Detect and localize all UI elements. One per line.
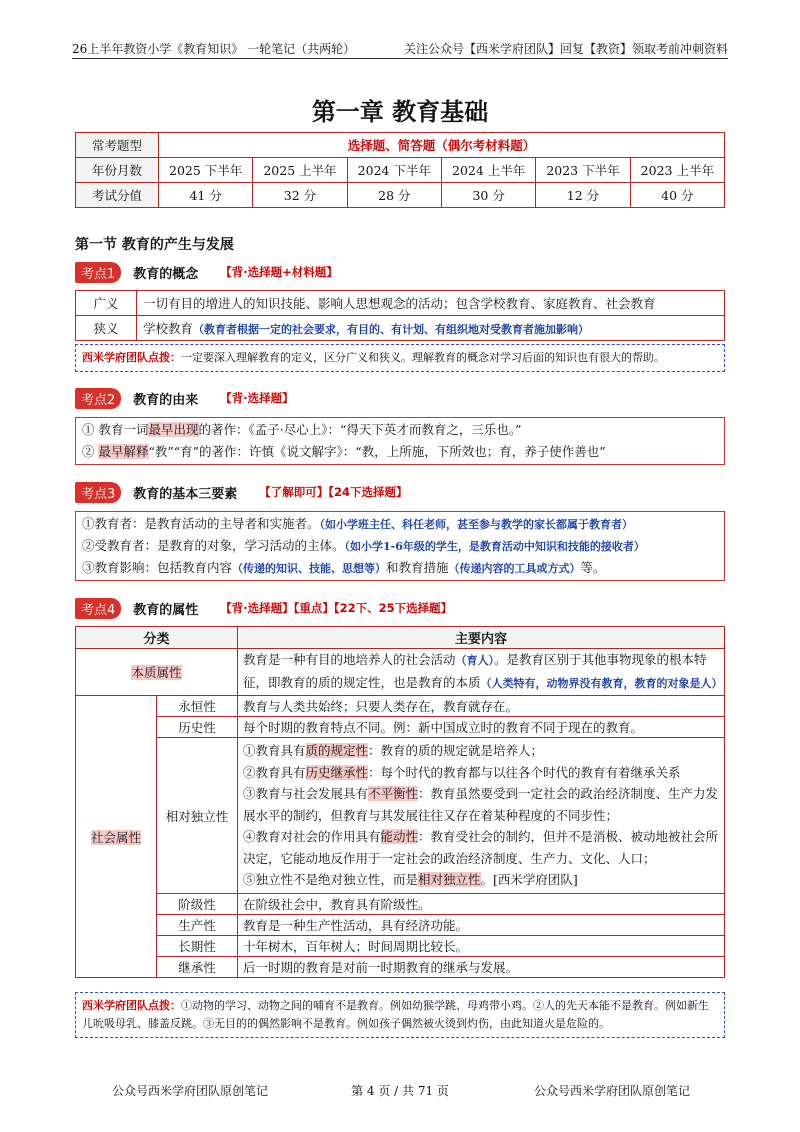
kp1-name: 教育的概念 — [133, 266, 199, 282]
exam-type-value: 选择题、简答题（偶尔考材料题） — [159, 133, 725, 158]
broad-text: 一切有目的增进人的知识技能、影响人思想观念的活动；包含学校教育、家庭教育、社会教育 — [137, 291, 725, 316]
attr-text: 教育与人类共始终；只要人类存在，教育就存在。 — [238, 696, 725, 717]
header-left: 26上半年教资小学《教育知识》 一轮笔记（共两轮） — [72, 42, 356, 56]
kp4-tag: 考点4 — [75, 598, 121, 619]
kp3-extra: 【了解即可】【24下选择题】 — [259, 485, 408, 499]
note: （如小学1-6年级的学生，是教育活动中知识和技能的接收者） — [344, 540, 645, 553]
text: ②受教育者：是教育的对象，学习活动的主体。 — [82, 538, 345, 553]
social-label: 社会属性 — [90, 829, 141, 845]
narrow-label: 狭义 — [76, 316, 137, 341]
narrow-note: （教育者根据一定的社会要求，有目的、有计划、有组织地对受教育者施加影响） — [193, 323, 590, 336]
kp3-name: 教育的基本三要素 — [133, 486, 238, 502]
score-cell: 40 分 — [630, 183, 724, 208]
text: ：教育受社会的制约，但并不是消极、被动地被社会所决定，它能动地反作用于一定社会的政治经济制度、生产力、文化、人口； — [243, 829, 719, 866]
year-cell: 2024 上半年 — [441, 158, 535, 183]
tip-text: ①动物的学习、动物之间的哺育不是教育。例如幼猴学跳、母鸡带小鸡。②人的先天本能不是教育。例如新生儿吮吸母乳、膝盖反跳。③无目的的偶然影响不是教育。例如孩子偶然被火烫到灼伤，由此知道火是危险的。 — [82, 999, 709, 1030]
score-cell: 12 分 — [536, 183, 630, 208]
highlight: 不平衡性 — [368, 786, 419, 802]
text: ③教育影响：包括教育内容 — [82, 560, 233, 575]
kp2-heading — [75, 388, 294, 408]
essence-label: 本质属性 — [131, 665, 182, 680]
kp1-extra: 【背·选择题+材料题】 — [220, 265, 338, 279]
kp2-name: 教育的由来 — [133, 392, 199, 408]
text: ：教育虽然要受到一定社会的政治经济制度、生产力发展水平的制约，但教育与其发展往往又存在着某种程度的不同步性； — [243, 786, 719, 823]
chapter-title: 第一章 教育基础 — [311, 98, 489, 126]
attr-text: 后一时期的教育是对前一时期教育的继承与发展。 — [238, 957, 725, 978]
header-category: 分类 — [76, 627, 238, 649]
footer-right: 公众号西米学府团队原创笔记 — [533, 1084, 690, 1098]
attr-name: 历史性 — [157, 717, 238, 738]
text: 。是教育区别于其他事物现象的根本特征，即教育的质的规定性，也是教育的本质 — [243, 652, 707, 690]
header-content: 主要内容 — [238, 627, 725, 649]
relative-independence-content — [238, 738, 725, 894]
year-cell: 2025 下半年 — [159, 158, 253, 183]
year-cell: 2024 下半年 — [347, 158, 441, 183]
text: ① 教育一词 — [82, 422, 149, 437]
narrow-text: 学校教育 — [143, 321, 194, 336]
attr-name: 阶级性 — [157, 894, 238, 915]
text: “教”“育”的著作：许慎《说文解字》：“教，上所施，下所效也；育，养子使作善也” — [148, 444, 606, 459]
attr-text: 每个时期的教育特点不同。例：新中国成立时的教育不同于现在的教育。 — [238, 717, 725, 738]
note: （如小学班主任、科任老师，甚至参与教学的家长都属于教育者） — [319, 518, 634, 531]
tip-box-1 — [75, 344, 725, 372]
kp4-name: 教育的属性 — [133, 602, 199, 618]
score-label: 考试分值 — [76, 183, 159, 208]
text: ：教育的质的规定就是培养人； — [368, 743, 544, 759]
note: （传递的知识、技能、思想等） — [232, 562, 387, 575]
year-label: 年份月数 — [76, 158, 159, 183]
rel-item-5 — [243, 869, 724, 891]
kp3-line-2 — [76, 535, 724, 557]
header-right: 关注公众号【西米学府团队】回复【教资】领取考前冲刺资料 — [403, 42, 728, 56]
tip-label: 西米学府团队点拨： — [82, 999, 181, 1012]
exam-info-table — [75, 132, 725, 208]
social-label-cell — [76, 696, 157, 978]
text: ②教育具有 — [243, 764, 306, 780]
kp4-heading — [75, 598, 452, 618]
essence-content — [238, 649, 725, 696]
highlight: 最早出现 — [148, 422, 199, 437]
text: 的著作：《孟子·尽心上》：“得天下英才而教育之，三乐也。” — [198, 422, 522, 437]
kp3-box — [75, 511, 725, 581]
attr-text: 在阶级社会中，教育具有阶级性。 — [238, 894, 725, 915]
tip-box-2 — [75, 992, 725, 1038]
score-cell: 32 分 — [253, 183, 347, 208]
note: （育人） — [455, 654, 495, 667]
rel-item-4 — [243, 826, 724, 869]
text: 等。 — [580, 560, 606, 575]
text: 教育是一种有目的地培养人的社会活动 — [243, 652, 456, 667]
score-cell: 30 分 — [441, 183, 535, 208]
essence-label-cell — [76, 649, 238, 696]
rel-item-3 — [243, 783, 724, 826]
attr-text: 十年树木，百年树人；时间周期比较长。 — [238, 936, 725, 957]
highlight: 能动性 — [380, 829, 419, 845]
kp4-extra: 【背·选择题】【重点】【22下、25下选择题】 — [220, 601, 453, 615]
kp2-box — [75, 417, 725, 465]
attr-name: 永恒性 — [157, 696, 238, 717]
text: ③教育与社会发展具有 — [243, 786, 369, 802]
text: 。[西米学府团队] — [480, 872, 578, 888]
kp3-tag: 考点3 — [75, 482, 121, 503]
kp1-table — [75, 290, 725, 341]
text: ⑤独立性不是绝对独立性，而是 — [243, 872, 419, 888]
attr-name: 继承性 — [157, 957, 238, 978]
kp2-extra: 【背·选择题】 — [220, 391, 294, 405]
section-title: 第一节 教育的产生与发展 — [75, 237, 234, 253]
attribute-table — [75, 626, 725, 978]
note: （传递内容的工具或方式） — [448, 562, 581, 575]
note: （人类特有，动物界没有教育，教育的对象是人） — [480, 677, 723, 690]
year-cell: 2023 下半年 — [536, 158, 630, 183]
exam-type-label: 常考题型 — [76, 133, 159, 158]
rel-item-2 — [243, 762, 724, 784]
kp2-line-1 — [76, 419, 724, 441]
kp1-heading — [75, 262, 338, 282]
rel-item-1 — [243, 740, 724, 762]
text: ①教育具有 — [243, 743, 306, 759]
attr-text: 教育是一种生产性活动，具有经济功能。 — [238, 915, 725, 936]
footer-left: 公众号西米学府团队原创笔记 — [112, 1084, 269, 1098]
kp3-line-1 — [76, 513, 724, 535]
kp2-tag: 考点2 — [75, 388, 121, 409]
attr-name-relative: 相对独立性 — [157, 738, 238, 894]
text: ：每个时代的教育都与以往各个时代的教育有着继承关系 — [368, 764, 681, 780]
kp2-line-2 — [76, 441, 724, 463]
attr-name: 长期性 — [157, 936, 238, 957]
text: 和教育措施 — [386, 560, 449, 575]
highlight: 历史继承性 — [305, 764, 369, 780]
narrow-cell — [137, 316, 725, 341]
tip-label: 西米学府团队点拨： — [82, 351, 181, 364]
score-cell: 28 分 — [347, 183, 441, 208]
kp3-line-3 — [76, 557, 724, 579]
year-cell: 2025 上半年 — [253, 158, 347, 183]
text: ①教育者：是教育活动的主导者和实施者。 — [82, 516, 320, 531]
highlight: 相对独立性 — [418, 872, 481, 888]
text: ④教育对社会的作用具有 — [243, 829, 381, 845]
kp3-heading — [75, 482, 408, 502]
year-cell: 2023 上半年 — [630, 158, 724, 183]
page-number: 第 4 页 / 共 71 页 — [351, 1084, 449, 1098]
highlight: 最早解释 — [98, 444, 149, 459]
attr-name: 生产性 — [157, 915, 238, 936]
score-cell: 41 分 — [159, 183, 253, 208]
tip-text: 一定要深入理解教育的定义，区分广义和狭义。理解教育的概念对学习后面的知识也有很大的帮助。 — [181, 351, 665, 364]
page-header — [72, 38, 728, 59]
highlight: 质的规定性 — [305, 743, 369, 759]
broad-label: 广义 — [76, 291, 137, 316]
text: ② — [82, 444, 99, 459]
kp1-tag: 考点1 — [75, 262, 121, 283]
